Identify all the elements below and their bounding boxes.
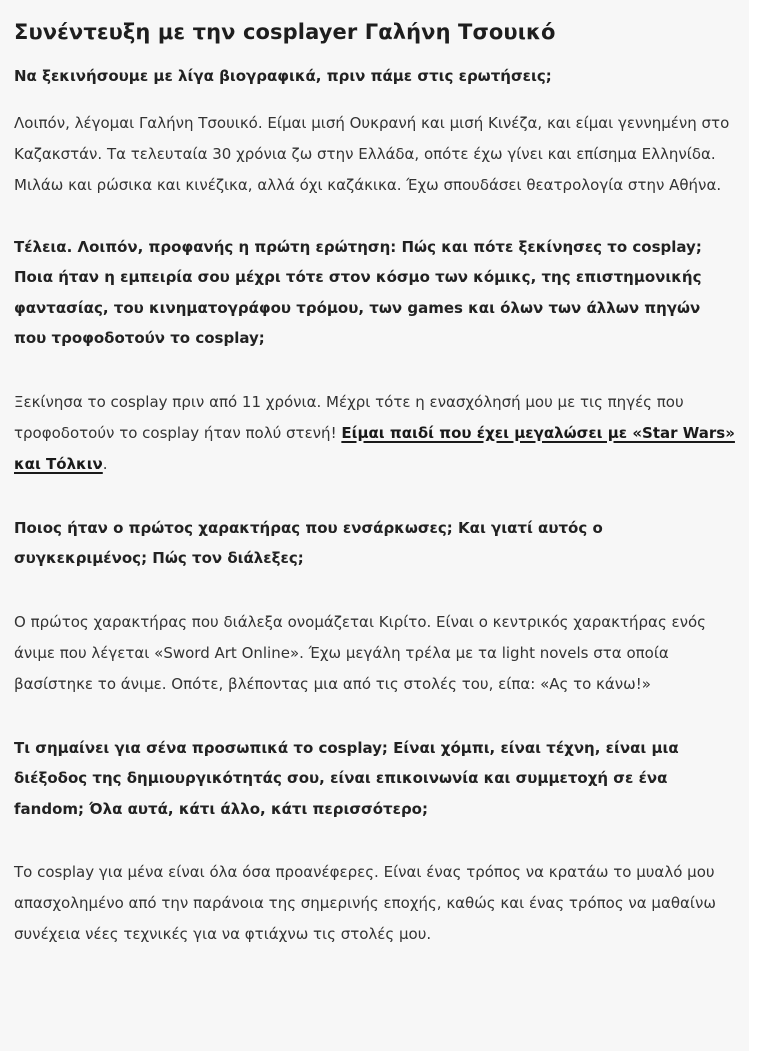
spacer [14,574,735,607]
spacer [14,480,735,513]
star-wars-tolkien-link[interactable]: Είμαι παιδί που έχει μεγαλώσει με «Star Wars» και Τόλκιν [14,423,735,473]
answer-4: Το cosplay για μένα είναι όλα όσα προανέφερες. Είναι ένας τρόπος να κρατάω το μυαλό μου απασχολημένο από την παράνοια της σημερινής εποχής, καθώς και ένας τρόπος να μαθαίνω συνέχεια νέες τεχνικές για να φτιάχνω τις στολές μου. [14,863,716,943]
question-3: Ποιος ήταν ο πρώτος χαρακτήρας που ενσάρκωσες; Και γιατί αυτός ο συγκεκριμένος; Πώς τον διάλεξες; [14,518,603,567]
question-4: Τι σημαίνει για σένα προσωπικά το cosplay; Είναι χόμπι, είναι τέχνη, είναι μια διέξοδος της δημιουργικότητάς σου, είναι επικοινωνία και συμμετοχή σε ένα fandom; Όλα αυτά, κάτι άλλο, κάτι περισσότερο; [14,738,679,818]
answer-3: Ο πρώτος χαρακτήρας που διάλεξα ονομάζεται Κιρίτο. Είναι ο κεντρικός χαρακτήρας ενός άνιμε που λέγεται «Sword Art Online». Έχω μεγάλη τρέλα με τα light novels στα οποία βασίστηκε το άνιμε. Οπότε, βλέποντας μια από τις στολές του, είπα: «Ας το κάνω!» [14,612,706,693]
article-title: Συνέντευξη με την cosplayer Γαλήνη Τσουικό [14,20,556,44]
spacer [14,700,735,733]
spacer [14,92,735,108]
spacer [14,201,735,232]
question-2: Τέλεια. Λοιπόν, προφανής η πρώτη ερώτηση: Πώς και πότε ξεκίνησες το cosplay; Ποια ήταν η εμπειρία σου μέχρι τότε στον κόσμο των κόμικς, της επιστημονικής φαντασίας, του κινηματογράφου τρόμου, των games και όλων των άλλων πηγών που τροφοδοτούν το cosplay; [14,237,702,347]
spacer [14,354,735,387]
question-1: Να ξεκινήσουμε με λίγα βιογραφικά, πριν πάμε στις ερωτήσεις; [14,67,552,85]
spacer [14,824,735,857]
answer-2 [14,387,735,480]
answer-2-text: Ξεκίνησα το cosplay πριν από 11 χρόνια. Μέχρι τότε η ενασχόλησή μου με τις πηγές που τροφοδοτούν το cosplay ήταν πολύ στενή! [14,392,684,442]
answer-2-end: . [102,454,108,473]
answer-1: Λοιπόν, λέγομαι Γαλήνη Τσουικό. Είμαι μισή Ουκρανή και μισή Κινέζα, και είμαι γεννημένη στο Καζακστάν. Τα τελευταία 30 χρόνια ζω στην Ελλάδα, οπότε έχω γίνει και επίσημα Ελληνίδα. Μιλάω και ρώσικα και κινέζικα, αλλά όχι καζάκικα. Έχω σπουδάσει θεατρολογία στην Αθήνα. [14,113,730,194]
